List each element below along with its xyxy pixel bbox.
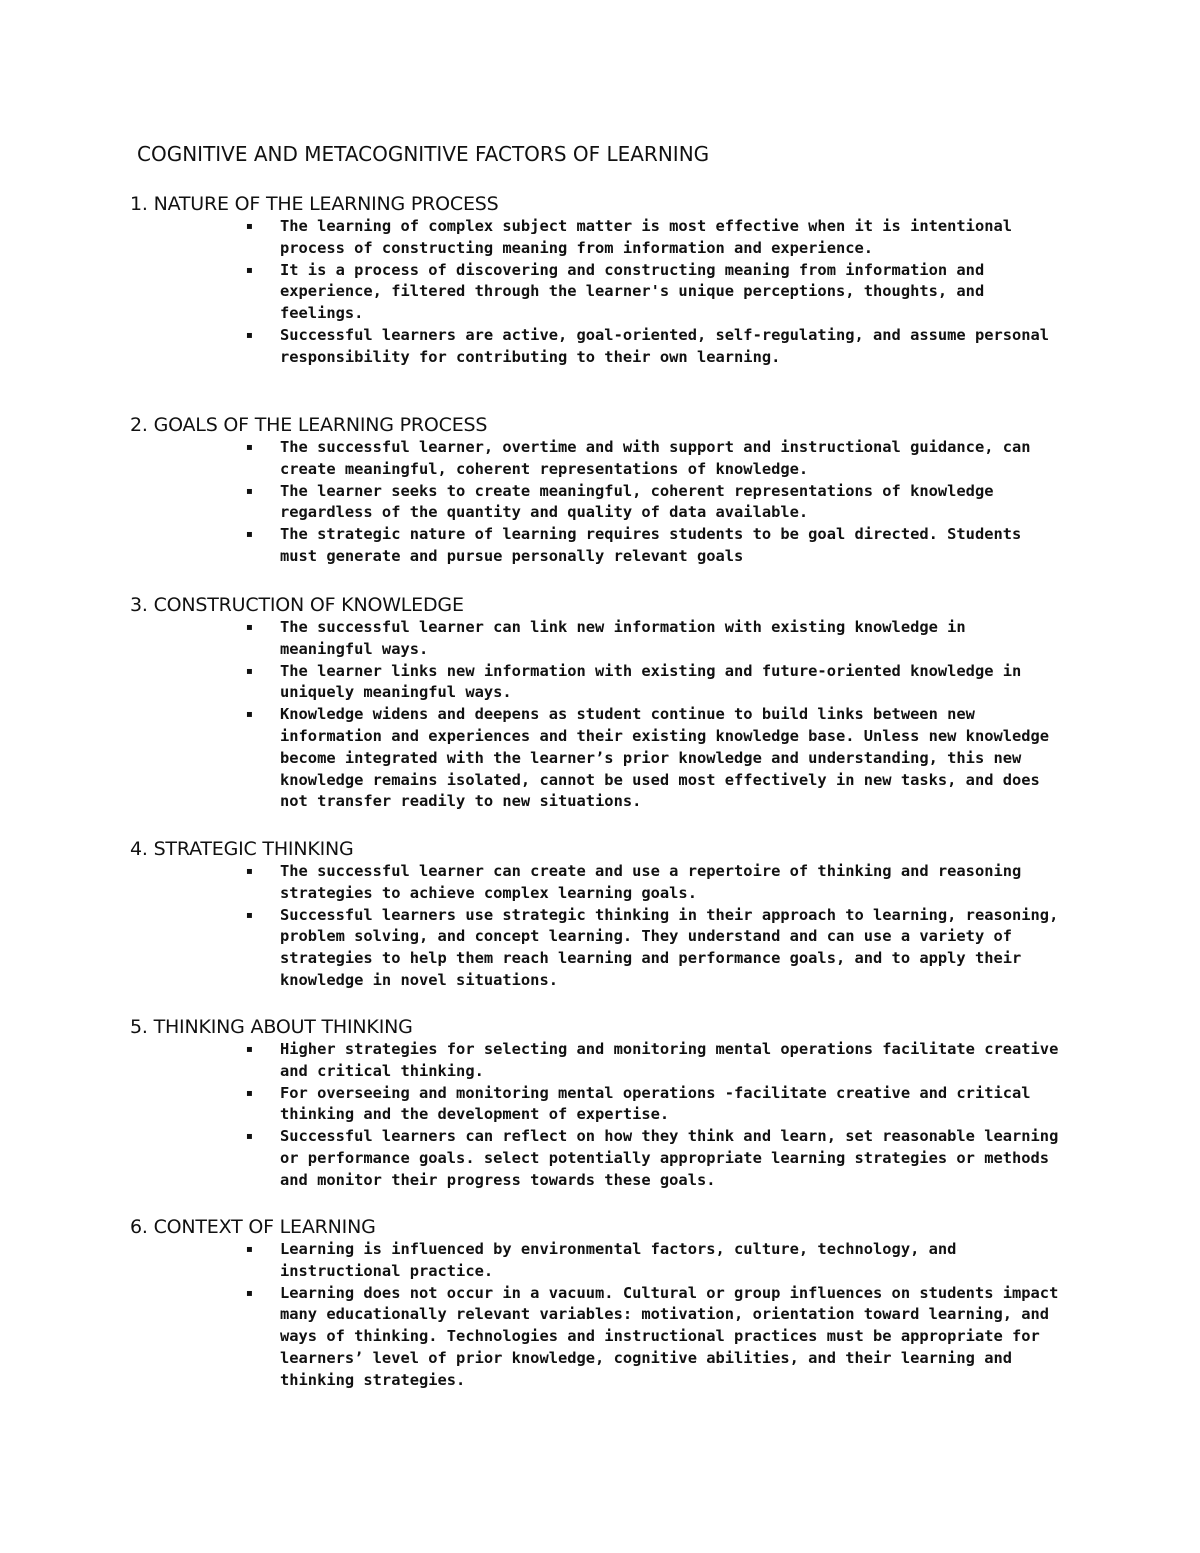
- list-item-text: Learning is influenced by environmental factors, culture, technology, and instructional practice.: [280, 1240, 957, 1280]
- square-bullet-icon: ▪: [246, 1244, 253, 1255]
- square-bullet-icon: ▪: [246, 709, 253, 721]
- list-item: [130, 704, 1060, 813]
- list-item: [130, 1283, 1060, 1392]
- square-bullet-icon: ▪: [246, 1287, 253, 1299]
- list-item: [130, 1039, 1060, 1083]
- bullet-list: [130, 437, 1130, 568]
- list-item-text: The successful learner, overtime and with support and instructional guidance, can create meaningful, coherent representations of knowledge.: [280, 438, 1031, 478]
- square-bullet-icon: ▪: [246, 221, 253, 232]
- list-item: [130, 325, 1060, 369]
- bullet-list: [130, 617, 1130, 813]
- list-item: [130, 905, 1060, 992]
- list-item-text: Learning does not occur in a vacuum. Cultural or group influences on students impact many educationally relevant variables: motivation, orientation toward learning, and ways of thinking. Technologies and instructional practices must be appropriate for learners’ level of prior knowledge, cognitive abilities, and their learning and thinking strategies.: [280, 1283, 1059, 1389]
- section-thinking-about-thinking: [130, 1015, 1130, 1192]
- square-bullet-icon: ▪: [246, 866, 253, 877]
- list-item: [130, 481, 1060, 525]
- square-bullet-icon: ▪: [246, 665, 253, 677]
- document-title: COGNITIVE AND METACOGNITIVE FACTORS OF LEARNING: [137, 142, 710, 166]
- bullet-list: [130, 861, 1130, 992]
- list-item: [130, 861, 1060, 905]
- square-bullet-icon: ▪: [246, 622, 253, 633]
- list-item: [130, 524, 1060, 568]
- square-bullet-icon: ▪: [246, 1087, 253, 1099]
- section-heading: 2. GOALS OF THE LEARNING PROCESS: [130, 414, 488, 436]
- square-bullet-icon: ▪: [246, 264, 253, 276]
- list-item: [130, 617, 1060, 661]
- square-bullet-icon: ▪: [246, 529, 253, 541]
- list-item: [130, 437, 1060, 481]
- list-item-text: The successful learner can create and use a repertoire of thinking and reasoning strategies to achieve complex learning goals.: [280, 862, 1022, 902]
- section-strategic-thinking: [130, 837, 1130, 992]
- list-item-text: The strategic nature of learning requires students to be goal directed. Students must generate and pursue personally relevant goals: [280, 525, 1022, 565]
- list-item: [130, 1126, 1060, 1191]
- section-context-of-learning: [130, 1215, 1130, 1392]
- section-heading: 3. CONSTRUCTION OF KNOWLEDGE: [130, 594, 464, 616]
- square-bullet-icon: ▪: [246, 1131, 253, 1143]
- list-item-text: The learner seeks to create meaningful, coherent representations of knowledge regardless of the quantity and quality of data available.: [280, 481, 994, 522]
- list-item-text: The learner links new information with existing and future-oriented knowledge in uniquely meaningful ways.: [280, 661, 1022, 702]
- section-heading: 4. STRATEGIC THINKING: [130, 838, 354, 860]
- section-construction-of-knowledge: [130, 593, 1130, 813]
- bullet-list: [130, 216, 1130, 369]
- square-bullet-icon: ▪: [246, 1044, 253, 1055]
- section-nature-of-learning: [130, 192, 1130, 369]
- section-heading: 1. NATURE OF THE LEARNING PROCESS: [130, 193, 499, 215]
- list-item-text: Successful learners use strategic thinking in their approach to learning, reasoning, problem solving, and concept learning. They understand and can use a variety of strategies to help them reach learning and performance goals, and to apply their knowledge in novel situations.: [280, 905, 1059, 989]
- list-item-text: For overseeing and monitoring mental operations -facilitate creative and critical thinking and the development of expertise.: [280, 1083, 1031, 1124]
- list-item-text: Knowledge widens and deepens as student continue to build links between new information and experiences and their existing knowledge base. Unless new knowledge become integrated with the learner’s prior knowledge and understanding, this new knowledge remains isolated, cannot be used most effectively in new tasks, and does not transfer readily to new situations.: [280, 705, 1050, 811]
- list-item: [130, 1083, 1060, 1127]
- square-bullet-icon: ▪: [246, 485, 253, 497]
- square-bullet-icon: ▪: [246, 442, 253, 453]
- list-item-text: The successful learner can link new information with existing knowledge in meaningful ways.: [280, 618, 966, 658]
- list-item: [130, 216, 1060, 260]
- list-item: [130, 661, 1060, 705]
- section-heading: 5. THINKING ABOUT THINKING: [130, 1016, 413, 1038]
- bullet-list: [130, 1039, 1130, 1192]
- list-item-text: Higher strategies for selecting and monitoring mental operations facilitate creative and critical thinking.: [280, 1040, 1059, 1080]
- list-item-text: The learning of complex subject matter is most effective when it is intentional process of constructing meaning from information and experience.: [280, 217, 1013, 257]
- list-item: [130, 1239, 1060, 1283]
- list-item: [130, 260, 1060, 325]
- bullet-list: [130, 1239, 1130, 1392]
- list-item-text: It is a process of discovering and constructing meaning from information and experience, filtered through the learner's unique perceptions, thoughts, and feelings.: [280, 260, 985, 323]
- list-item-text: Successful learners are active, goal-oriented, self-regulating, and assume personal responsibility for contributing to their own learning.: [280, 325, 1050, 366]
- square-bullet-icon: ▪: [246, 909, 253, 921]
- section-goals-of-learning: [130, 413, 1130, 568]
- list-item-text: Successful learners can reflect on how they think and learn, set reasonable learning or performance goals. select potentially appropriate learning strategies or methods and monitor their progress towards these goals.: [280, 1127, 1059, 1189]
- square-bullet-icon: ▪: [246, 329, 253, 341]
- section-heading: 6. CONTEXT OF LEARNING: [130, 1216, 376, 1238]
